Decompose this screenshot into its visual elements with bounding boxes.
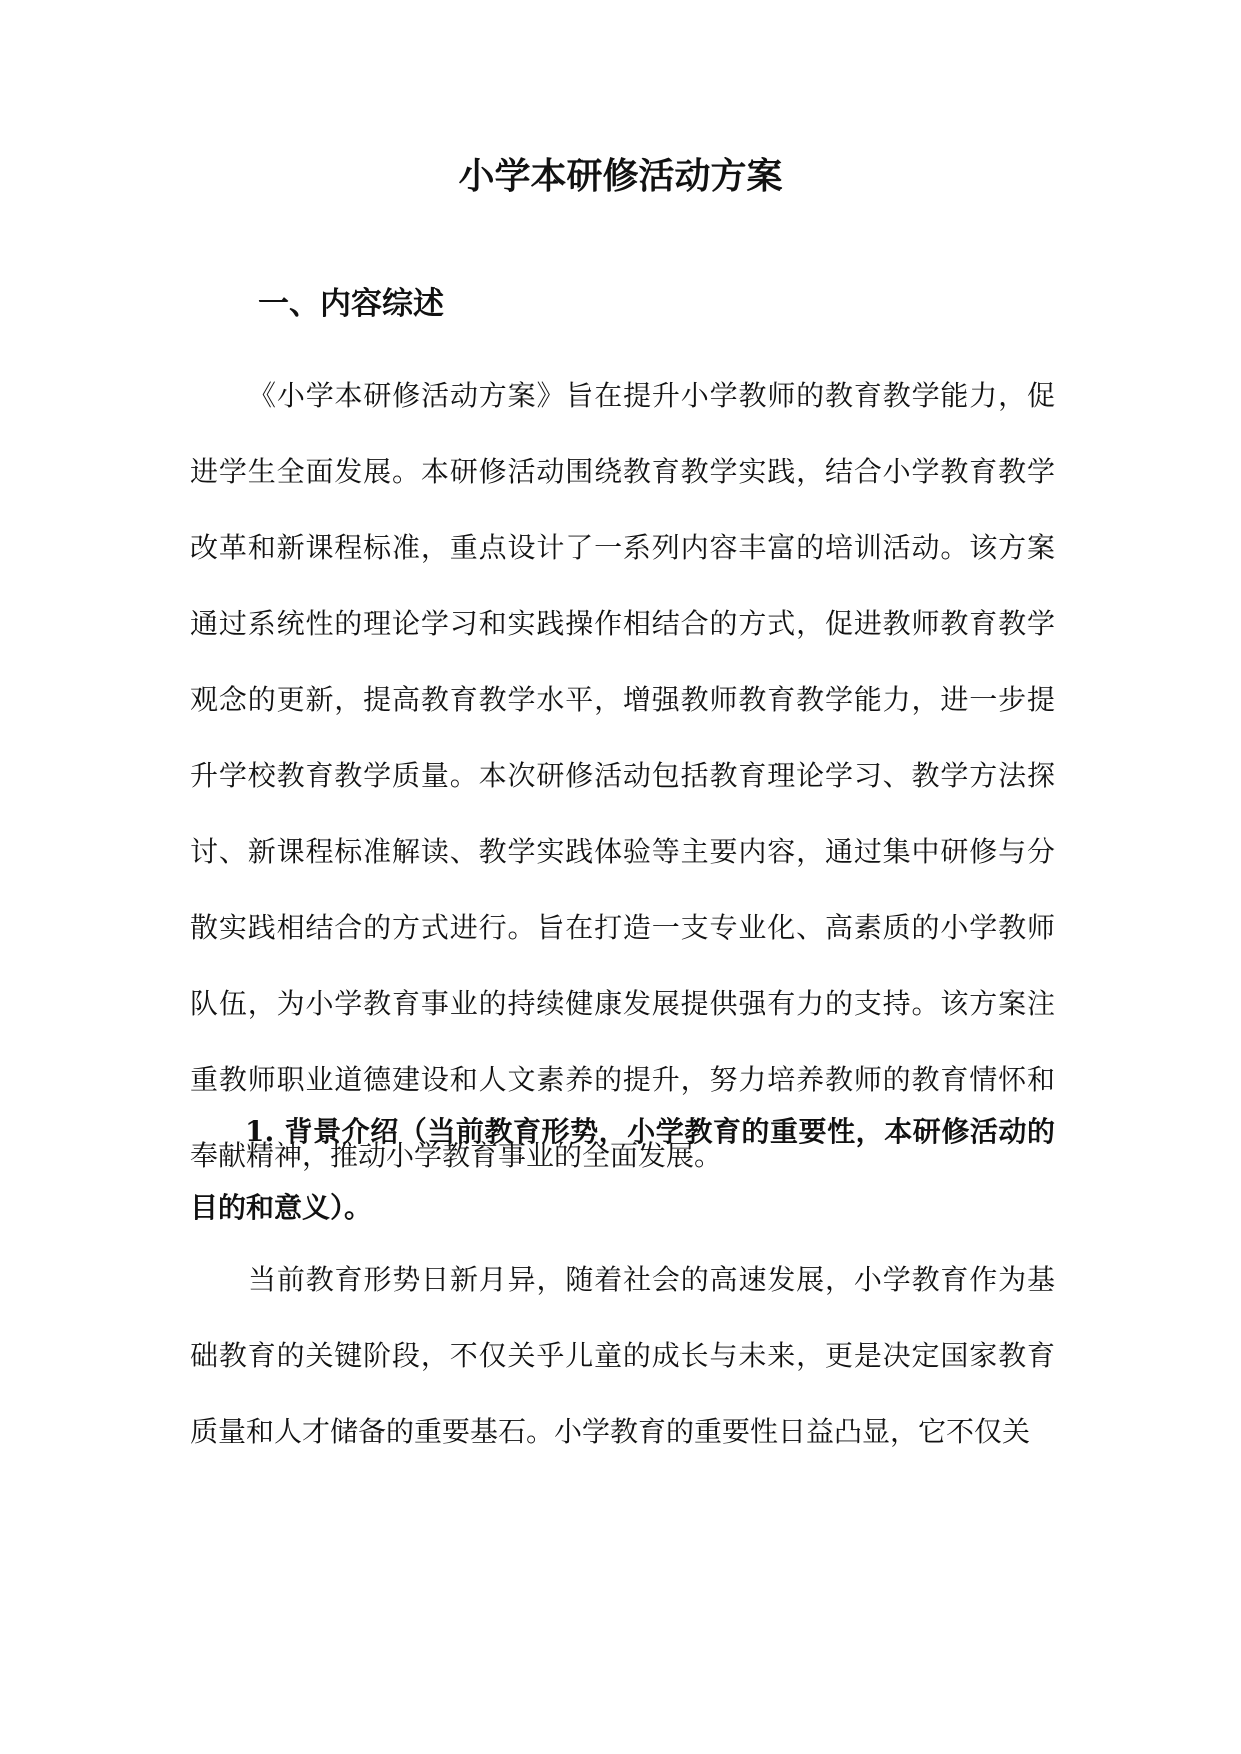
document-title: 小学本研修活动方案	[458, 155, 783, 197]
overview-paragraph: 《小学本研修活动方案》旨在提升小学教师的教育教学能力，促进学生全面发展。本研修活动围绕教育教学实践，结合小学教育教学改革和新课程标准，重点设计了一系列内容丰富的培训活动。该方案通过系统性的理论学习和实践操作相结合的方式，促进教师教育教学观念的更新，提高教育教学水平，增强教师教育教学能力，进一步提升学校教育教学质量。本次研修活动包括教育理论学习、教学方法探讨、新课程标准解读、教学实践体验等主要内容，通过集中研修与分散实践相结合的方式进行。旨在打造一支专业化、高素质的小学教师队伍，为小学教育事业的持续健康发展提供强有力的支持。该方案注重教师职业道德建设和人文素养的提升，努力培养教师的教育情怀和奉献精神，推动小学教育事业的全面发展。	[190, 379, 1055, 1172]
subheading-background: 1. 背景介绍（当前教育形势，小学教育的重要性，本研修活动的目的和意义）。	[190, 1115, 1055, 1224]
section-heading-content-overview: 一、内容综述	[258, 286, 444, 322]
background-paragraph: 当前教育形势日新月异，随着社会的高速发展，小学教育作为基础教育的关键阶段，不仅关乎儿童的成长与未来，更是决定国家教育质量和人才储备的重要基石。小学教育的重要性日益凸显，它不仅关	[190, 1263, 1055, 1448]
